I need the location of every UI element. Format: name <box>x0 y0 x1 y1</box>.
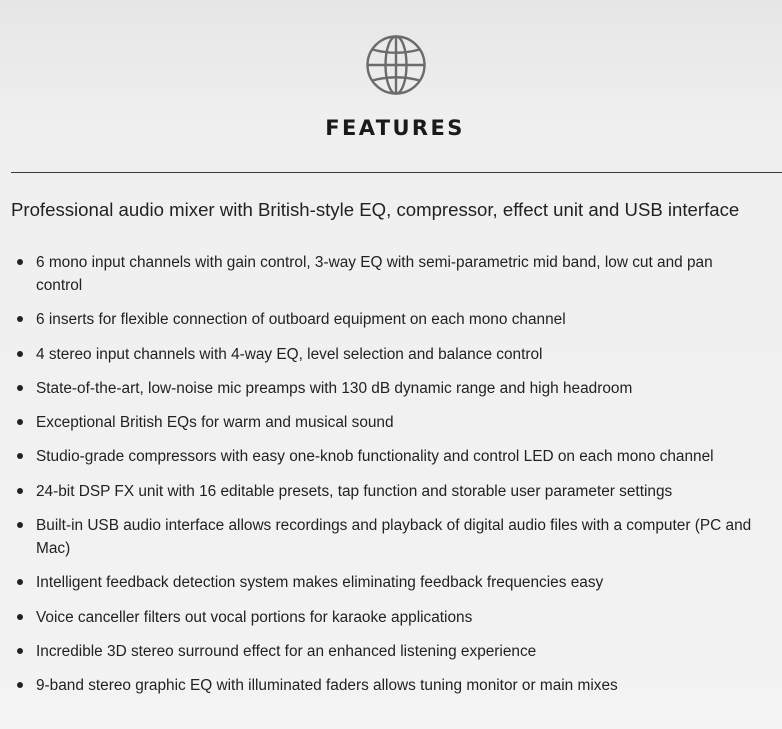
bullet-icon <box>17 419 23 425</box>
list-item <box>0 308 782 331</box>
title-divider <box>11 172 782 173</box>
list-item <box>0 251 782 297</box>
bullet-icon <box>17 522 23 528</box>
bullet-icon <box>17 614 23 620</box>
list-item <box>0 377 782 400</box>
bullet-icon <box>17 316 23 322</box>
bullet-icon <box>17 259 23 265</box>
feature-text: Studio-grade compressors with easy one-knob functionality and control LED on each mono channel <box>36 448 714 466</box>
globe-icon <box>365 34 427 96</box>
list-item <box>0 571 782 594</box>
section-title: FEATURES <box>325 116 465 140</box>
bullet-icon <box>17 453 23 459</box>
feature-text: Voice canceller filters out vocal portions for karaoke applications <box>36 608 473 626</box>
feature-text: 9-band stereo graphic EQ with illuminated faders allows tuning monitor or main mixes <box>36 677 618 695</box>
intro-text: Professional audio mixer with British-style EQ, compressor, effect unit and USB interface <box>11 199 740 220</box>
bullet-icon <box>17 682 23 688</box>
feature-text: Built-in USB audio interface allows recordings and playback of digital audio files with a computer (PC and Mac) <box>36 517 752 558</box>
bullet-icon <box>17 579 23 585</box>
feature-text: State-of-the-art, low-noise mic preamps with 130 dB dynamic range and high headroom <box>36 379 633 397</box>
bullet-icon <box>17 385 23 391</box>
feature-text: Incredible 3D stereo surround effect for an enhanced listening experience <box>36 642 537 660</box>
list-item <box>0 640 782 663</box>
feature-text: Exceptional British EQs for warm and musical sound <box>36 414 394 432</box>
feature-text: 24-bit DSP FX unit with 16 editable presets, tap function and storable user parameter settings <box>36 482 673 500</box>
bullet-icon <box>17 488 23 494</box>
bullet-icon <box>17 351 23 357</box>
list-item <box>0 674 782 697</box>
bullet-icon <box>17 648 23 654</box>
feature-text: 4 stereo input channels with 4-way EQ, level selection and balance control <box>36 345 543 363</box>
list-item <box>0 411 782 434</box>
feature-list <box>0 251 782 709</box>
list-item <box>0 445 782 468</box>
list-item <box>0 480 782 503</box>
feature-text: 6 inserts for flexible connection of outboard equipment on each mono channel <box>36 311 566 329</box>
list-item <box>0 514 782 560</box>
list-item <box>0 343 782 366</box>
list-item <box>0 606 782 629</box>
feature-text: 6 mono input channels with gain control, 3-way EQ with semi-parametric mid band, low cut and pan control <box>36 254 713 294</box>
feature-text: Intelligent feedback detection system makes eliminating feedback frequencies easy <box>36 574 604 592</box>
